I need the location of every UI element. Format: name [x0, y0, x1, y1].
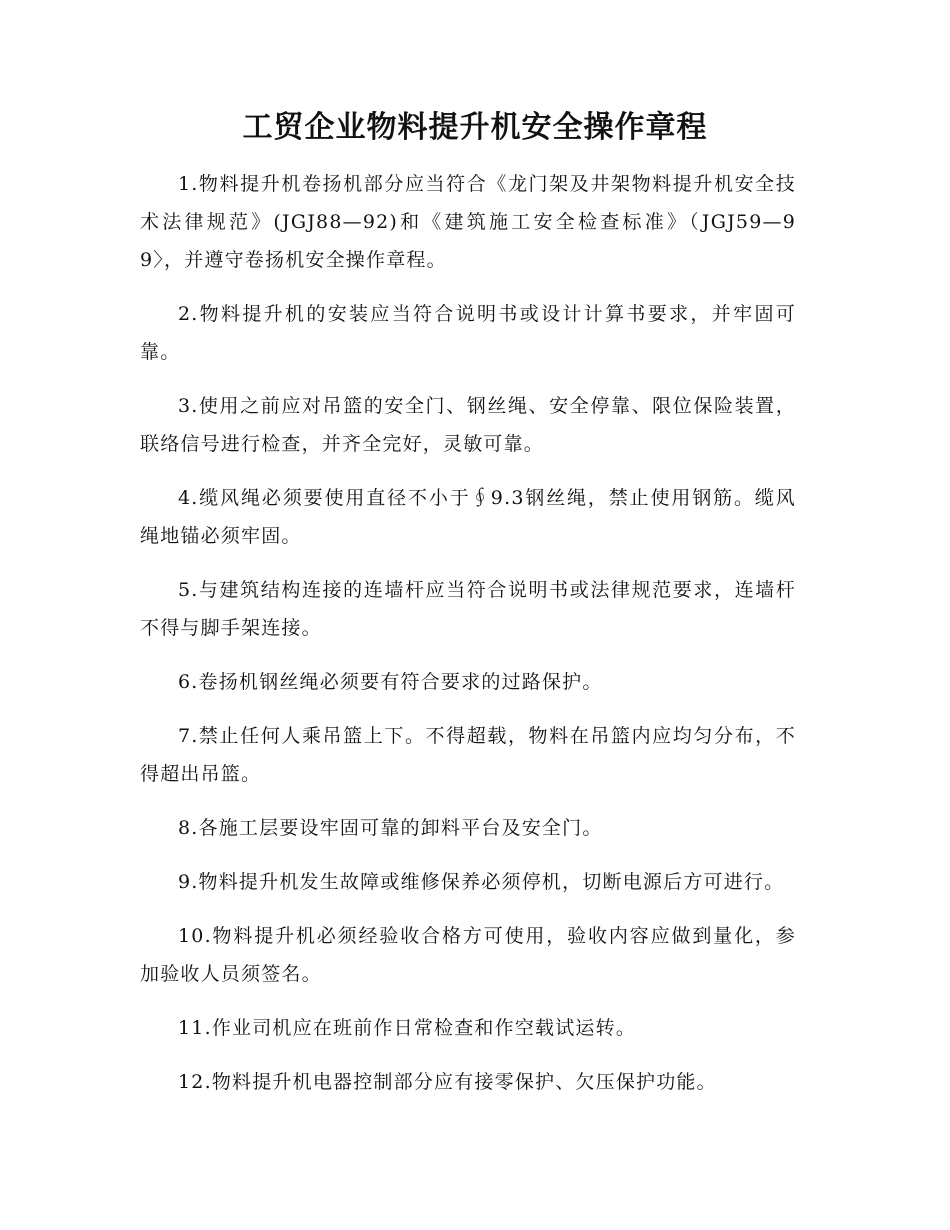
- paragraph-8: 8.各施工层要设牢固可靠的卸料平台及安全门。: [178, 817, 603, 839]
- paragraph-12: 12.物料提升机电器控制部分应有接零保护、欠压保护功能。: [178, 1071, 717, 1093]
- paragraph-6: 6.卷扬机钢丝绳必须要有符合要求的过路保护。: [178, 671, 603, 693]
- paragraph-11: 11.作业司机应在班前作日常检查和作空载试运转。: [178, 1017, 637, 1039]
- paragraph-2: 2.物料提升机的安装应当符合说明书或设计计算书要求，并牢固可靠。: [140, 303, 796, 363]
- paragraph-5: 5.与建筑结构连接的连墙杆应当符合说明书或法律规范要求，连墙杆不得与脚手架连接。: [140, 579, 796, 639]
- paragraph-1: 1.物料提升机卷扬机部分应当符合《龙门架及井架物料提升机安全技术法律规范》(JGJ88—92)和《建筑施工安全检查标准》（JGJ59—99〉，并遵守卷扬机安全操作章程。: [140, 173, 796, 271]
- paragraph-7: 7.禁止任何人乘吊篮上下。不得超载，物料在吊篮内应均匀分布，不得超出吊篮。: [140, 725, 796, 785]
- paragraph-10: 10.物料提升机必须经验收合格方可使用，验收内容应做到量化，参加验收人员须签名。: [140, 925, 796, 985]
- document-title: 工贸企业物料提升机安全操作章程: [242, 110, 708, 145]
- paragraph-4: 4.缆风绳必须要使用直径不小于∮9.3钢丝绳，禁止使用钢筋。缆风绳地锚必须牢固。: [140, 487, 796, 547]
- document-body: [140, 165, 796, 1117]
- paragraph-3: 3.使用之前应对吊篮的安全门、钢丝绳、安全停靠、限位保险装置，联络信号进行检查，并齐全完好，灵敏可靠。: [140, 395, 796, 455]
- paragraph-9: 9.物料提升机发生故障或维修保养必须停机，切断电源后方可进行。: [178, 871, 785, 893]
